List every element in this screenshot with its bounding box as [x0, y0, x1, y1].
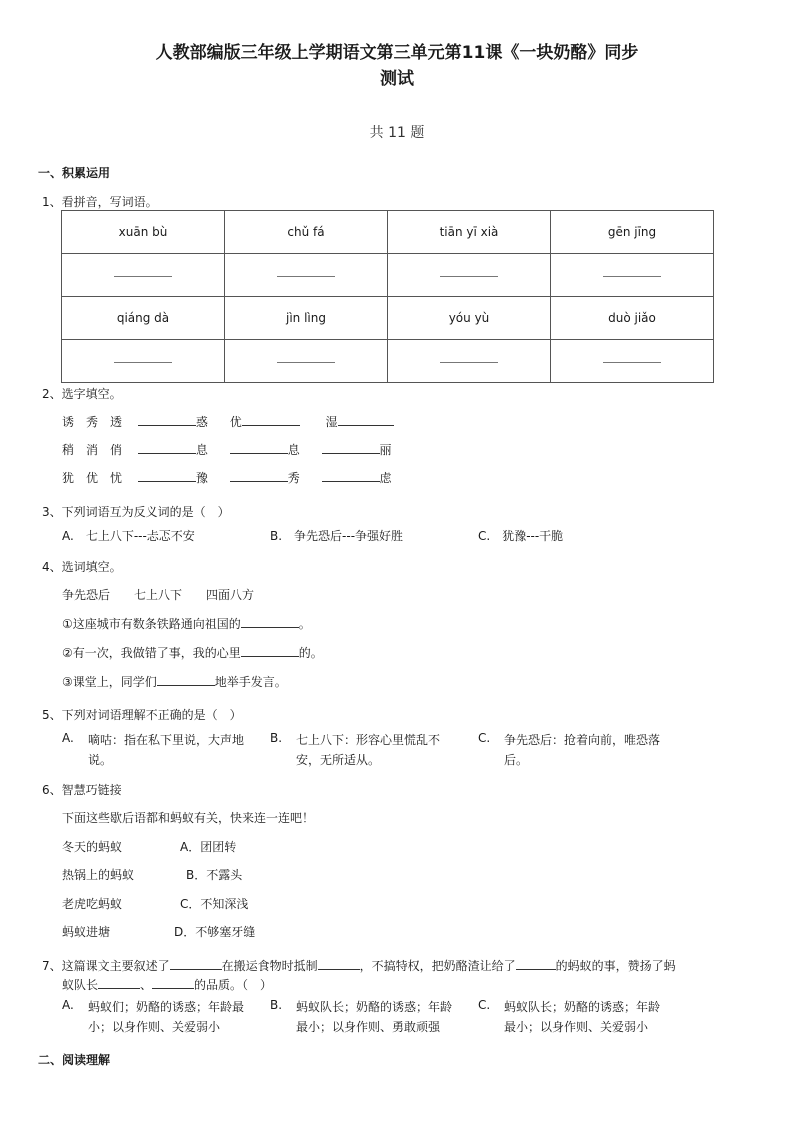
- option-c-text[interactable]: 最小；以身作则、关爱弱小: [504, 1020, 649, 1034]
- word-suffix: 息: [287, 443, 300, 457]
- char-options: 诱 秀 透: [62, 415, 123, 429]
- answer-cell[interactable]: [551, 254, 714, 297]
- pinyin-cell: tiān yī xià: [388, 211, 551, 254]
- pinyin-cell: gēn jīng: [551, 211, 714, 254]
- answer-cell[interactable]: [62, 254, 225, 297]
- question-stem: 1、看拼音，写词语。: [42, 195, 158, 209]
- question-stem: [42, 957, 676, 974]
- match-left[interactable]: 老虎吃蚂蚁: [62, 897, 123, 911]
- blank[interactable]: [318, 957, 360, 970]
- pinyin-cell: yóu yù: [388, 297, 551, 340]
- question-count: 共 11 题: [369, 125, 425, 141]
- blank[interactable]: [157, 673, 215, 686]
- blank[interactable]: [230, 441, 288, 454]
- pinyin-cell: jìn lìng: [225, 297, 388, 340]
- blank[interactable]: [138, 413, 196, 426]
- answer-cell[interactable]: [551, 340, 714, 383]
- sentence: [62, 673, 287, 690]
- match-right[interactable]: C．不知深浅: [180, 897, 249, 911]
- blank[interactable]: [516, 957, 556, 970]
- pinyin-cell: qiáng dà: [62, 297, 225, 340]
- sentence: [62, 615, 311, 632]
- blank[interactable]: [170, 957, 222, 970]
- sentence: [62, 644, 323, 661]
- word-suffix: 惑: [195, 415, 208, 429]
- option-c-label[interactable]: C.: [478, 731, 491, 745]
- stem-text: 、: [140, 978, 153, 992]
- pinyin-table: [61, 210, 714, 383]
- answer-cell[interactable]: [225, 254, 388, 297]
- blank[interactable]: [322, 469, 380, 482]
- sentence-text: ③课堂上，同学们: [62, 675, 157, 689]
- word-prefix: 优: [229, 415, 242, 429]
- sentence-text: 地举手发言。: [214, 675, 287, 689]
- option-c-label[interactable]: C.: [478, 998, 491, 1012]
- blank[interactable]: [138, 469, 196, 482]
- blank[interactable]: [138, 441, 196, 454]
- fill-row: [62, 441, 392, 458]
- section-heading: 二、阅读理解: [38, 1053, 111, 1067]
- char-options: 犹 优 忧: [62, 471, 123, 485]
- stem-text: 蚁队长: [62, 978, 99, 992]
- option-a-text[interactable]: 嘀咕：指在私下里说，大声地: [88, 733, 245, 747]
- question-stem-cont: [62, 976, 272, 993]
- question-stem: 5、下列对词语理解不正确的是（ ）: [42, 708, 242, 722]
- stem-text: 在搬运食物时抵制: [221, 959, 318, 973]
- option-b-text[interactable]: 蚂蚁队长；奶酪的诱惑；年龄: [296, 1000, 453, 1014]
- fill-row: [62, 469, 392, 486]
- match-left[interactable]: 蚂蚁进塘: [62, 925, 111, 939]
- option-b-label[interactable]: B.: [270, 998, 283, 1012]
- question-stem: 6、智慧巧链接: [42, 783, 122, 797]
- option-b-text[interactable]: 安，无所适从。: [296, 753, 381, 767]
- stem-text: ，不搞特权，把奶酪渣让给了: [359, 959, 516, 973]
- option-c-text[interactable]: 后。: [504, 753, 529, 767]
- char-options: 稍 消 俏: [62, 443, 123, 457]
- word-prefix: 湿: [325, 415, 338, 429]
- blank[interactable]: [230, 469, 288, 482]
- word-suffix: 秀: [287, 471, 300, 485]
- blank[interactable]: [98, 976, 140, 989]
- blank[interactable]: [152, 976, 194, 989]
- option-a-text[interactable]: 说。: [88, 753, 113, 767]
- match-left[interactable]: 热锅上的蚂蚁: [62, 868, 135, 882]
- blank[interactable]: [338, 413, 394, 426]
- option-c[interactable]: C. 犹豫---干脆: [478, 529, 564, 543]
- page-title: 人教部编版三年级上学期语文第三单元第11课《一块奶酪》同步: [155, 43, 639, 63]
- word-suffix: 虑: [379, 471, 392, 485]
- pinyin-cell: duò jiǎo: [551, 297, 714, 340]
- option-a[interactable]: A. 七上八下---忐忑不安: [62, 529, 195, 543]
- answer-cell[interactable]: [388, 340, 551, 383]
- option-a-label[interactable]: A.: [62, 998, 74, 1012]
- option-a-text[interactable]: 小；以身作则、关爱弱小: [88, 1020, 221, 1034]
- option-c-text[interactable]: 蚂蚁队长；奶酪的诱惑；年龄: [504, 1000, 661, 1014]
- option-b-text[interactable]: 七上八下：形容心里慌乱不: [296, 733, 441, 747]
- section-heading: 一、积累运用: [38, 166, 111, 180]
- answer-cell[interactable]: [388, 254, 551, 297]
- option-a-text[interactable]: 蚂蚁们；奶酪的诱惑；年龄最: [88, 1000, 245, 1014]
- instruction: 下面这些歇后语都和蚂蚁有关，快来连一连吧！: [62, 811, 315, 825]
- word-suffix: 丽: [379, 443, 392, 457]
- answer-cell[interactable]: [62, 340, 225, 383]
- sentence-text: ②有一次，我做错了事，我的心里: [62, 646, 241, 660]
- option-b-label[interactable]: B.: [270, 731, 283, 745]
- question-stem: 4、选词填空。: [42, 560, 122, 574]
- fill-row: [62, 413, 394, 430]
- answer-cell[interactable]: [225, 340, 388, 383]
- blank[interactable]: [242, 413, 300, 426]
- sentence-text: ①这座城市有数条铁路通向祖国的: [62, 617, 241, 631]
- option-a-label[interactable]: A.: [62, 731, 74, 745]
- match-right[interactable]: D．不够塞牙缝: [174, 925, 256, 939]
- match-left[interactable]: 冬天的蚂蚁: [62, 840, 123, 854]
- sentence-text: 。: [298, 617, 311, 631]
- word-suffix: 豫: [195, 471, 208, 485]
- page-title-line2: 测试: [380, 69, 414, 89]
- stem-text: 的品质。（ ）: [194, 978, 273, 992]
- stem-text: 的蚂蚁的事，赞扬了蚂: [555, 959, 676, 973]
- word-bank: 争先恐后 七上八下 四面八方: [62, 588, 255, 602]
- pinyin-cell: chǔ fá: [225, 211, 388, 254]
- word-suffix: 息: [195, 443, 208, 457]
- pinyin-cell: xuān bù: [62, 211, 225, 254]
- option-b-text[interactable]: 最小；以身作则、勇敢顽强: [296, 1020, 441, 1034]
- match-right[interactable]: B．不露头: [186, 868, 243, 882]
- sentence-text: 的。: [298, 646, 323, 660]
- stem-text: 7、这篇课文主要叙述了: [42, 959, 170, 973]
- question-stem: 2、选字填空。: [42, 387, 122, 401]
- question-stem: 3、下列词语互为反义词的是（ ）: [42, 505, 230, 519]
- blank[interactable]: [241, 644, 299, 657]
- blank[interactable]: [241, 615, 299, 628]
- blank[interactable]: [322, 441, 380, 454]
- option-b[interactable]: B. 争先恐后---争强好胜: [270, 529, 404, 543]
- match-right[interactable]: A．团团转: [180, 840, 237, 854]
- option-c-text[interactable]: 争先恐后：抢着向前，唯恐落: [504, 733, 661, 747]
